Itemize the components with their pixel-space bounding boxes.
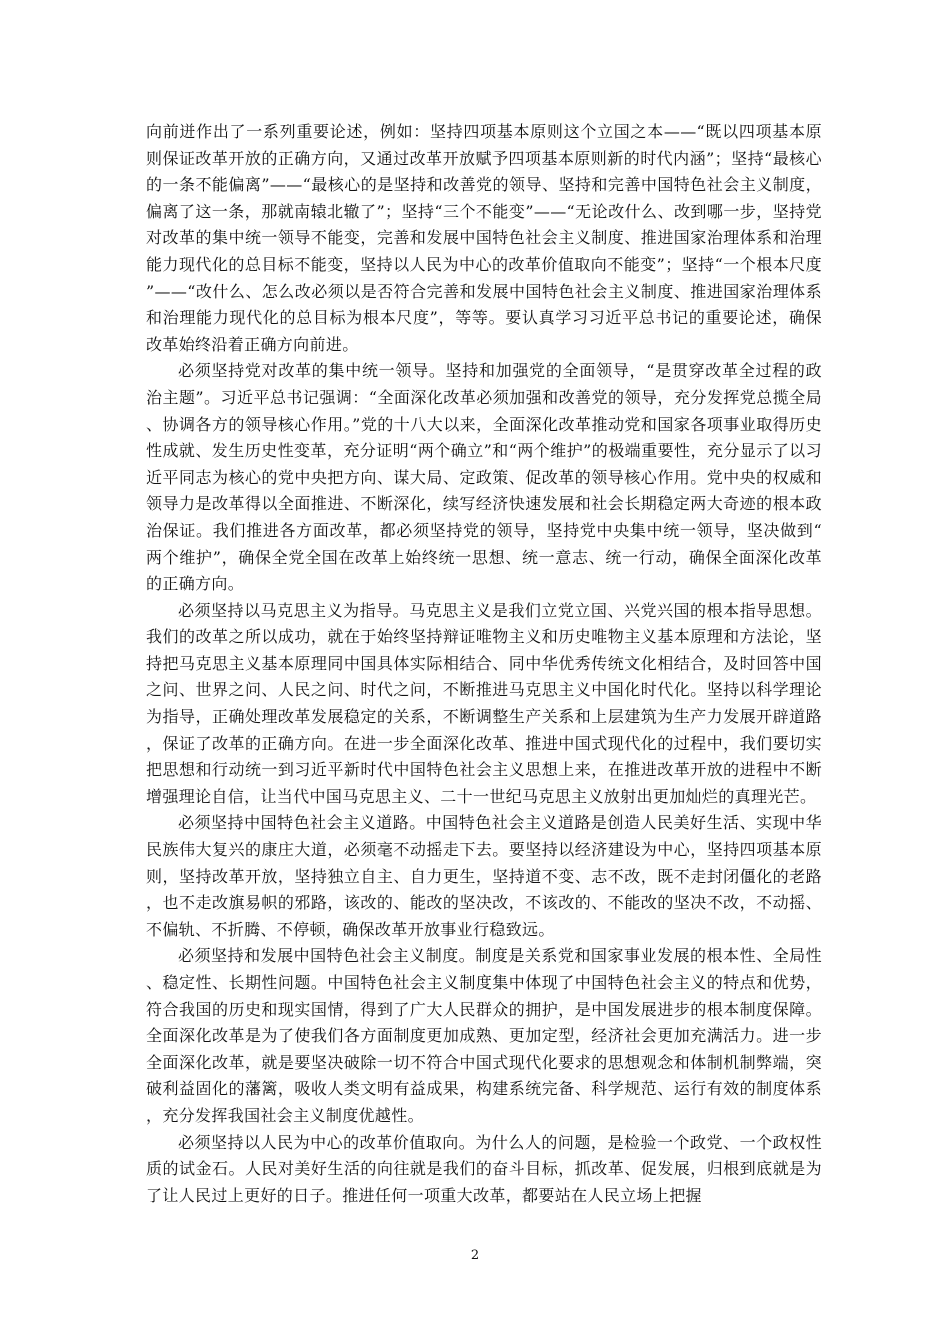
paragraph-socialist-system: 必须坚持和发展中国特色社会主义制度。制度是关系党和国家事业发展的根本性、全局性、稳定性、长期性问题。中国特色社会主义制度集中体现了中国特色社会主义的特点和优势，符合我国的历史和现实国情，得到了广大人民群众的拥护，是中国发展进步的根本制度保障。全面深化改革是为了使我们各方面制度更加成熟、更加定型，经济社会更加充满活力。进一步全面深化改革，就是要坚决破除一切不符合中国式现代化要求的思想观念和体制机制弊端，突破利益固化的藩篱，吸收人类文明有益成果，构建系统完备、科学规范、运行有效的制度体系，充分发挥我国社会主义制度优越性。 xyxy=(146,946,822,1125)
paragraph-socialist-road: 必须坚持中国特色社会主义道路。中国特色社会主义道路是创造人民美好生活、实现中华民族伟大复兴的康庄大道，必须毫不动摇走下去。要坚持以经济建设为中心，坚持四项基本原则，坚持改革开放，坚持独立自主、自力更生，坚持道不变、志不改，既不走封闭僵化的老路，也不走改旗易帜的邪路，该改的、能改的坚决改，不该改的、不能改的坚决不改，不动摇、不偏轨、不折腾、不停顿，确保改革开放事业行稳致远。 xyxy=(146,813,822,939)
page-number: 2 xyxy=(470,1248,480,1263)
document-body xyxy=(146,119,822,1209)
paragraph-reform-principles: 向前迸作出了一系列重要论述，例如：坚持四项基本原则这个立国之本——“既以四项基本原则保证改革开放的正确方向，又通过改革开放赋予四项基本原则新的时代内涵”；坚持“最核心的一条不能偏离”——“最核心的是坚持和改善党的领导、坚持和完善中国特色社会主义制度，偏离了这一条，那就南辕北辙了”；坚持“三个不能变”——“无论改什么、改到哪一步，坚持党对改革的集中统一领导不能变，完善和发展中国特色社会主义制度、推进国家治理体系和治理能力现代化的总目标不能变，坚持以人民为中心的改革价值取向不能变”；坚持“一个根本尺度”——“改什么、怎么改必须以是否符合完善和发展中国特色社会主义制度、推进国家治理体系和治理能力现代化的总目标为根本尺度”，等等。要认真学习习近平总书记的重要论述，确保改革始终沿着正确方向前进。 xyxy=(146,122,822,354)
paragraph-marxism-guidance: 必须坚持以马克思主义为指导。马克思主义是我们立党立国、兴党兴国的根本指导思想。我们的改革之所以成功，就在于始终坚持辩证唯物主义和历史唯物主义基本原理和方法论，坚持把马克思主义基本原理同中国具体实际相结合、同中华优秀传统文化相结合，及时回答中国之问、世界之问、人民之问、时代之问，不断推进马克思主义中国化时代化。坚持以科学理论为指导，正确处理改革发展稳定的关系，不断调整生产关系和上层建筑为生产力发展开辟道路，保证了改革的正确方向。在进一步全面深化改革、推进中国式现代化的过程中，我们要切实把思想和行动统一到习近平新时代中国特色社会主义思想上来，在推进改革开放的进程中不断增强理论自信，让当代中国马克思主义、二十一世纪马克思主义放射出更加灿烂的真理光芒。 xyxy=(146,600,822,806)
paragraph-people-centered: 必须坚持以人民为中心的改革价值取向。为什么人的问题，是检验一个政党、一个政权性质的试金石。人民对美好生活的向往就是我们的奋斗目标，抓改革、促发展，归根到底就是为了让人民过上更好的日子。推进任何一项重大改革，都要站在人民立场上把握 xyxy=(146,1132,822,1205)
paragraph-party-leadership: 必须坚持党对改革的集中统一领导。坚持和加强党的全面领导，“是贯穿改革全过程的政治主题”。习近平总书记强调：“全面深化改革必须加强和改善党的领导，充分发挥党总揽全局、协调各方的领导核心作用。”党的十八大以来，全面深化改革推动党和国家各项事业取得历史性成就、发生历史性变革，充分证明“两个确立”和“两个维护”的极端重要性，充分显示了以习近平同志为核心的党中央把方向、谋大局、定政策、促改革的领导核心作用。党中央的权威和领导力是改革得以全面推进、不断深化，续写经济快速发展和社会长期稳定两大奇迹的根本政治保证。我们推进各方面改革，都必须坚持党的领导，坚持党中央集中统一领导，坚决做到“两个维护”，确保全党全国在改革上始终统一思想、统一意志、统一行动，确保全面深化改革的正确方向。 xyxy=(146,361,822,594)
